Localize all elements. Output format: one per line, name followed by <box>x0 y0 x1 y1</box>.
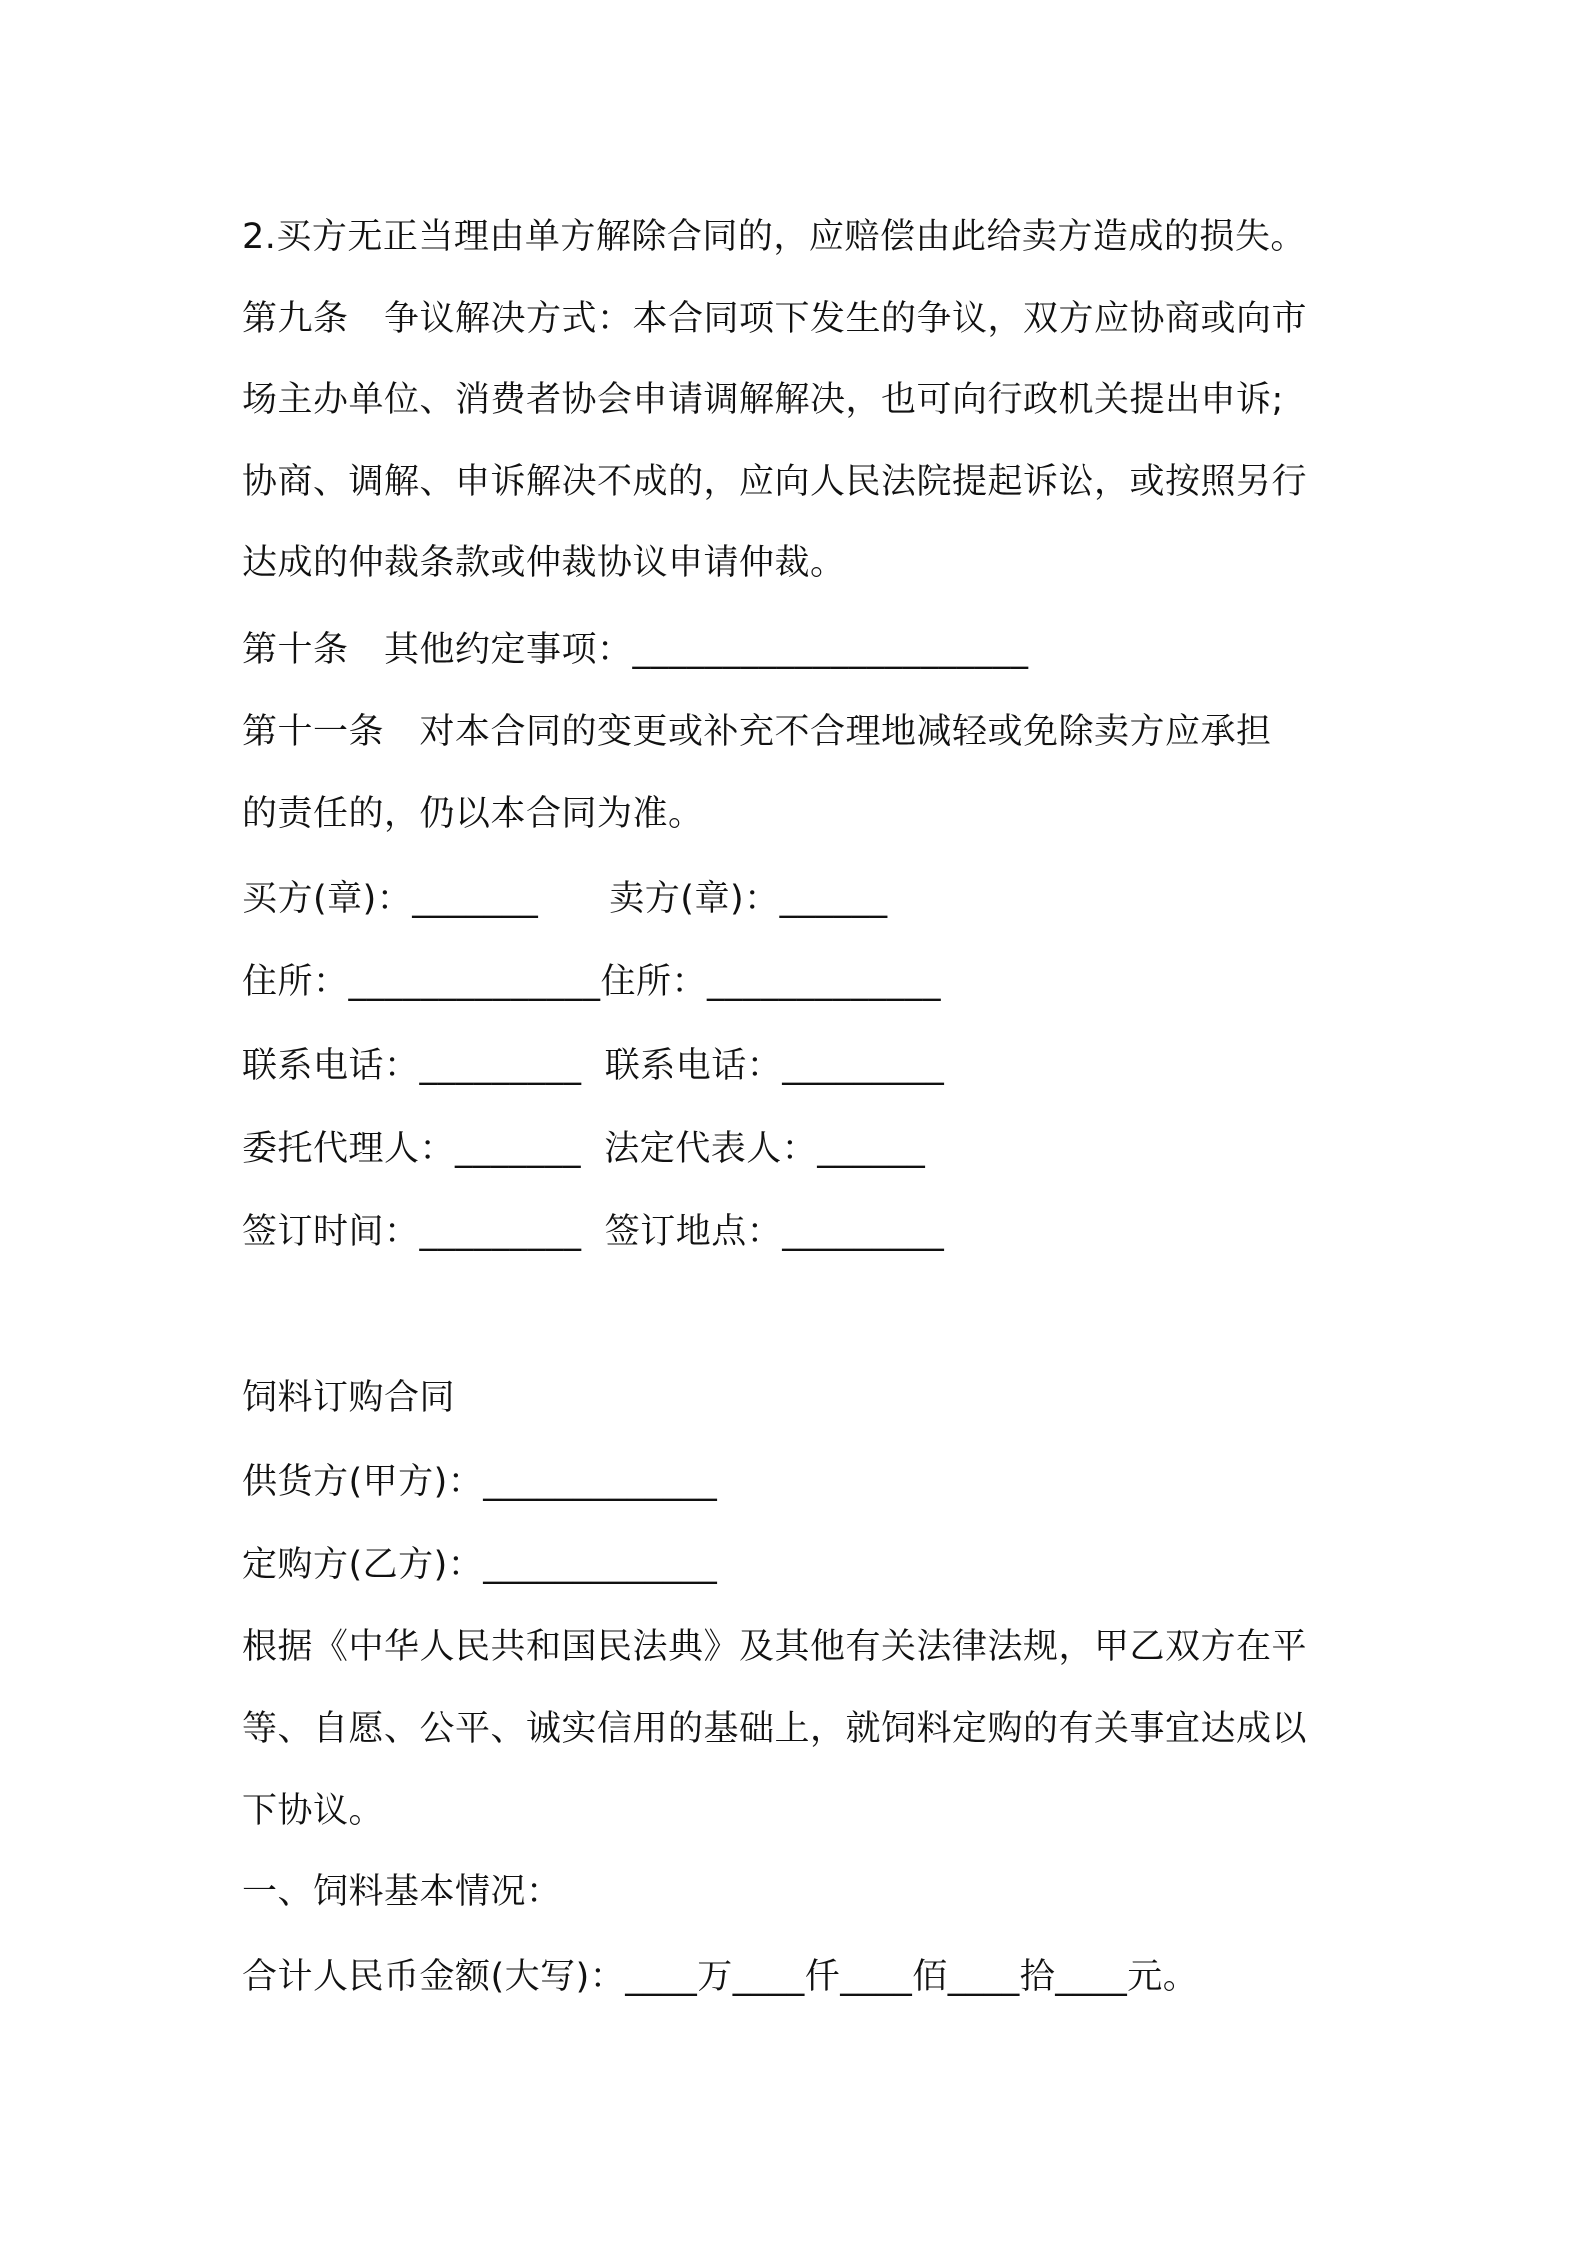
section-1-heading: 一、饲料基本情况： <box>242 1872 562 1912</box>
total-amount-line: 合计人民币金额(大写)：____万____仟____佰____拾____元。 <box>242 1957 1199 1997</box>
preamble-line-3: 下协议。 <box>242 1791 385 1831</box>
signature-address-row: 住所：______________住所：_____________ <box>242 962 942 1002</box>
signature-date-place-row: 签订时间：_________ 签订地点：_________ <box>242 1212 945 1252</box>
clause-9-line-2: 场主办单位、消费者协会申请调解解决，也可向行政机关提出申诉; <box>242 380 1284 420</box>
clause-9-line-3: 协商、调解、申诉解决不成的，应向人民法院提起诉讼，或按照另行 <box>242 462 1308 502</box>
clause-11-line-1: 第十一条 对本合同的变更或补充不合理地减轻或免除卖方应承担 <box>242 712 1272 752</box>
signature-phone-row: 联系电话：_________ 联系电话：_________ <box>242 1046 945 1086</box>
clause-9-line-1: 第九条 争议解决方式：本合同项下发生的争议，双方应协商或向市 <box>242 299 1308 339</box>
clause-11-line-2: 的责任的，仍以本合同为准。 <box>242 794 704 834</box>
clause-10: 第十条 其他约定事项：______________________ <box>242 630 1029 670</box>
signature-agent-row: 委托代理人：_______ 法定代表人：______ <box>242 1129 926 1169</box>
supplier-party: 供货方(甲方)：_____________ <box>242 1462 718 1502</box>
purchaser-party: 定购方(乙方)：_____________ <box>242 1545 718 1585</box>
clause-9-line-4: 达成的仲裁条款或仲裁协议申请仲裁。 <box>242 543 846 583</box>
clause-8-item-2: 2.买方无正当理由单方解除合同的，应赔偿由此给卖方造成的损失。 <box>242 217 1306 257</box>
contract-title: 饲料订购合同 <box>242 1378 456 1418</box>
preamble-line-2: 等、自愿、公平、诚实信用的基础上，就饲料定购的有关事宜达成以 <box>242 1709 1308 1749</box>
preamble-line-1: 根据《中华人民共和国民法典》及其他有关法律法规，甲乙双方在平 <box>242 1627 1308 1667</box>
signature-seal-row: 买方(章)：_______ 卖方(章)：______ <box>242 879 888 919</box>
